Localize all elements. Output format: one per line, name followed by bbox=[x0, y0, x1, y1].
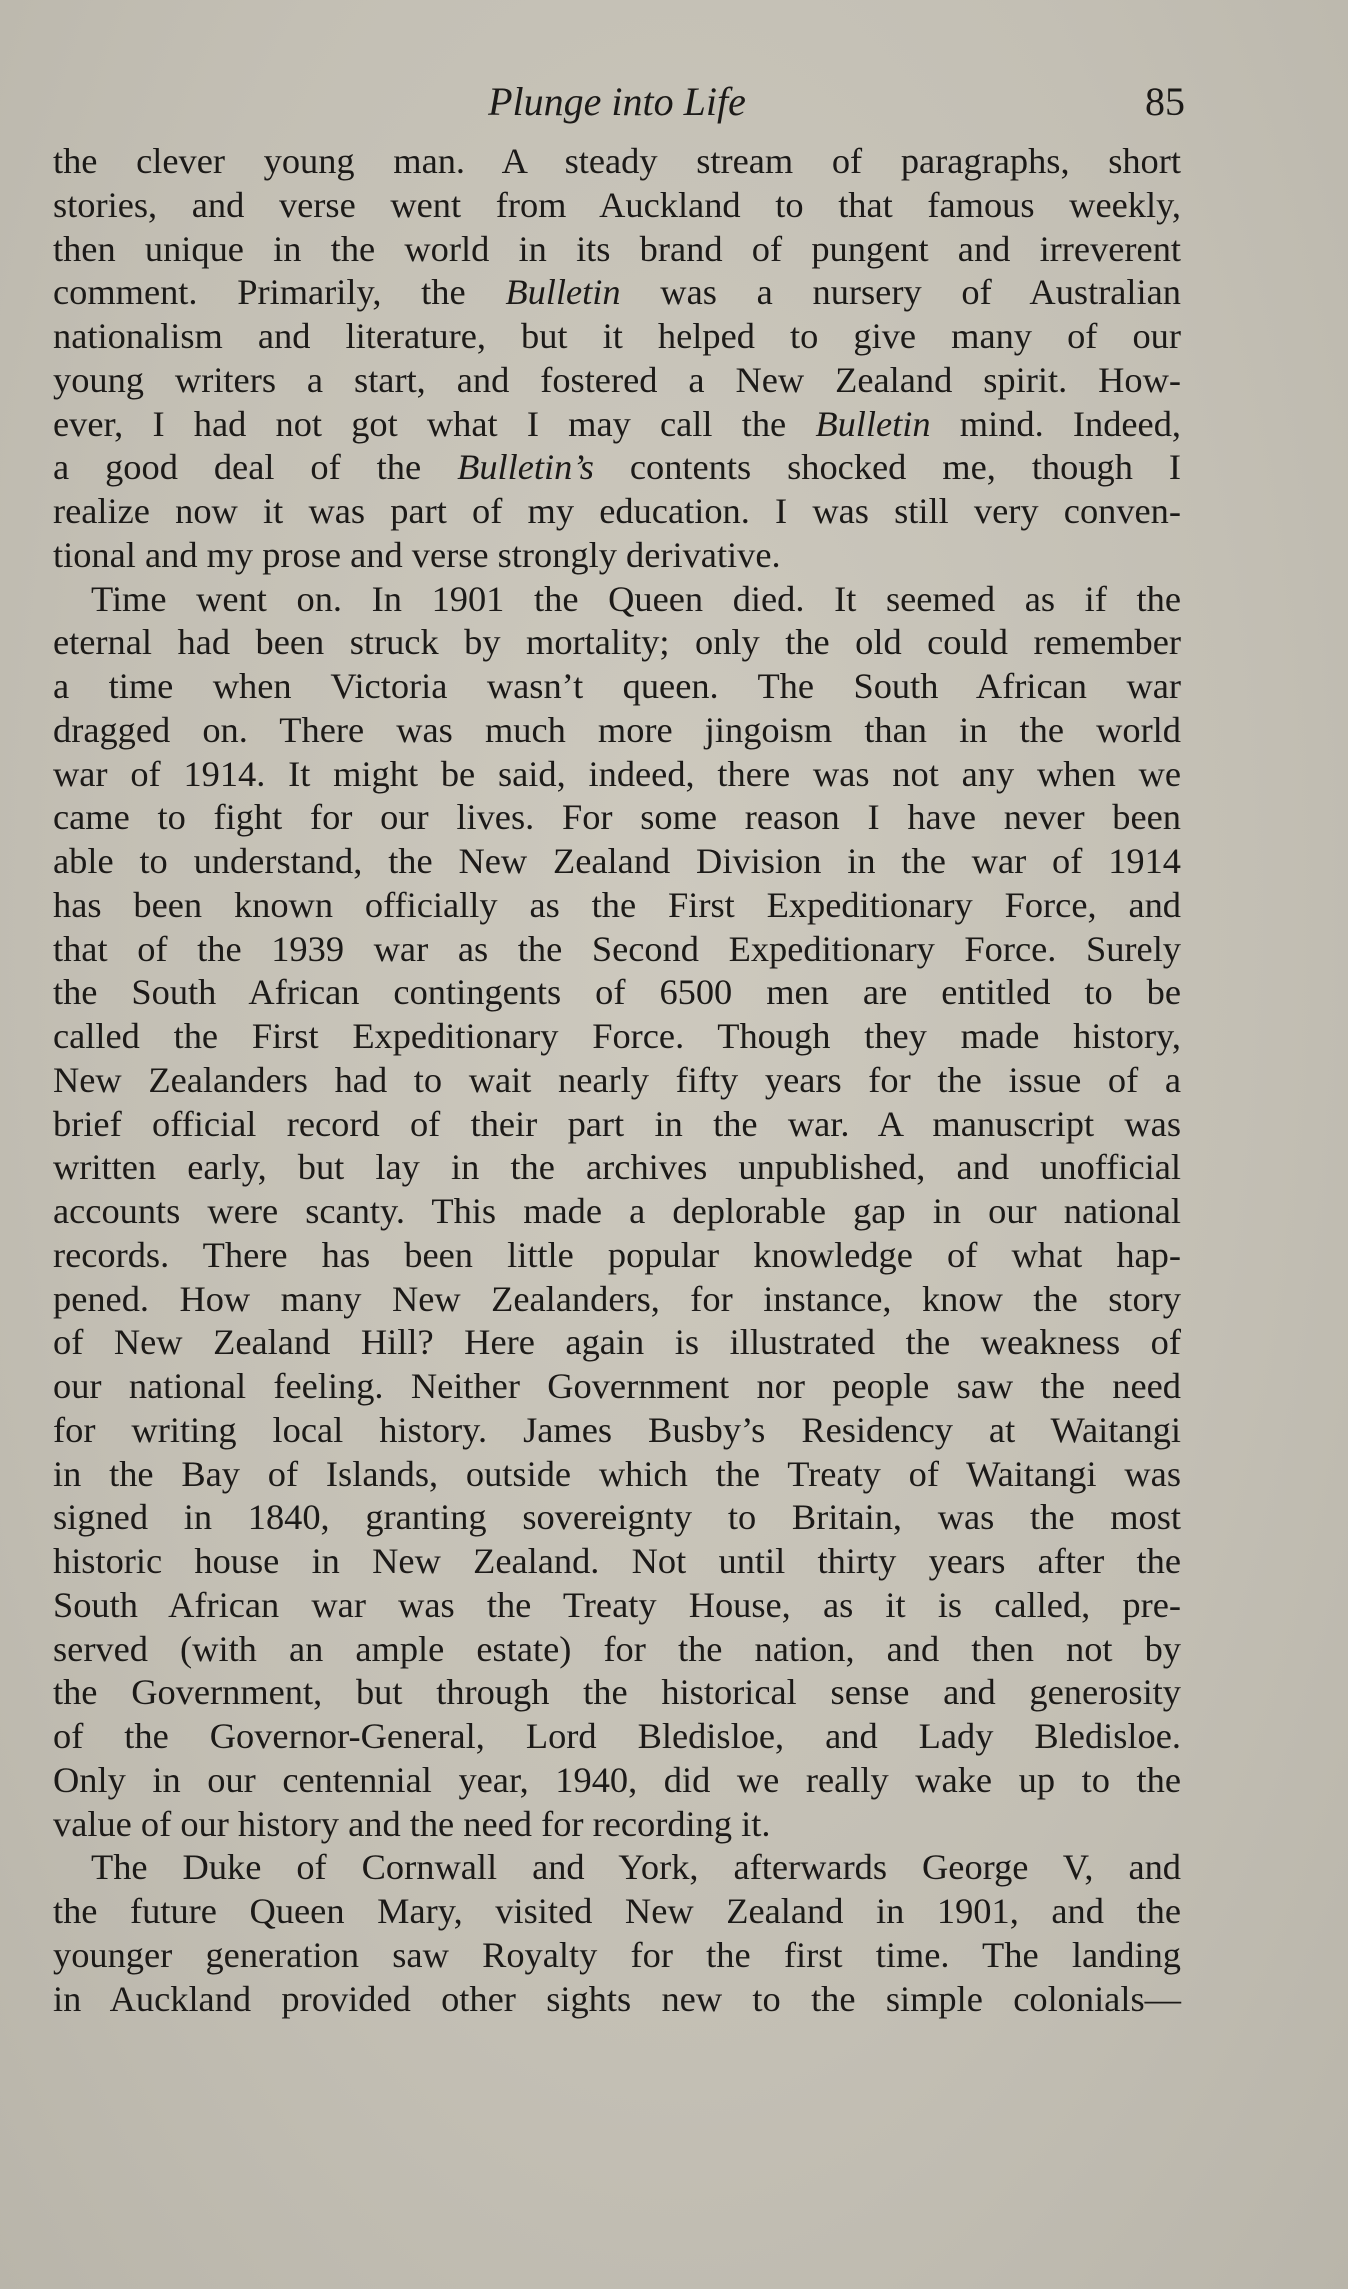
text-line: the Government, but through the historical sense and generosity bbox=[53, 1672, 1181, 1713]
text-line: nationalism and literature, but it helped to give many of our bbox=[53, 316, 1181, 356]
text-line: of New Zealand Hill? Here again is illustrated the weakness of bbox=[53, 1322, 1181, 1363]
body-text bbox=[53, 140, 1181, 2021]
running-title: Plunge into Life bbox=[488, 79, 746, 124]
text-run: contents shocked me, though I bbox=[593, 447, 1181, 488]
text-line: came to fight for our lives. For some reason I have never been bbox=[53, 797, 1181, 838]
text-line: that of the 1939 war as the Second Expeditionary Force. Surely bbox=[53, 928, 1181, 969]
text-run: was a nursery of Australian bbox=[620, 272, 1181, 313]
text-line: younger generation saw Royalty for the first time. The landing bbox=[53, 1934, 1181, 1975]
text-line: brief official record of their part in the war. A manuscript was bbox=[53, 1103, 1181, 1144]
italic-title: Bulletin’s bbox=[457, 447, 594, 488]
text-line: tional and my prose and verse strongly derivative. bbox=[53, 534, 781, 575]
text-line: accounts were scanty. This made a deplorable gap in our national bbox=[53, 1191, 1181, 1231]
text-line: Time went on. In 1901 the Queen died. It seemed as if the bbox=[91, 578, 1181, 619]
page-number: 85 bbox=[1145, 79, 1185, 124]
text-line: a time when Victoria wasn’t queen. The South African war bbox=[53, 666, 1181, 706]
italic-title: Bulletin bbox=[505, 272, 621, 313]
text-line: young writers a start, and fostered a New Zealand spirit. How- bbox=[53, 359, 1181, 400]
text-line: records. There has been little popular knowledge of what hap- bbox=[53, 1234, 1181, 1275]
text-line: written early, but lay in the archives unpublished, and unofficial bbox=[53, 1147, 1181, 1188]
text-line: called the First Expeditionary Force. Though they made history, bbox=[53, 1016, 1181, 1056]
running-head bbox=[53, 72, 1185, 132]
text-line: of the Governor-General, Lord Bledisloe, and Lady Bledisloe. bbox=[53, 1716, 1181, 1756]
text-line: then unique in the world in its brand of pungent and irreverent bbox=[53, 228, 1181, 269]
text-line: eternal had been struck by mortality; only the old could remember bbox=[53, 622, 1181, 663]
paragraph bbox=[53, 578, 1181, 1847]
text-run: comment. Primarily, the bbox=[53, 272, 506, 313]
text-line bbox=[53, 271, 1181, 315]
text-line: war of 1914. It might be said, indeed, there was not any when we bbox=[53, 753, 1181, 794]
text-line bbox=[53, 403, 1181, 447]
text-line: has been known officially as the First Expeditionary Force, and bbox=[53, 884, 1181, 925]
text-line: South African war was the Treaty House, as it is called, pre- bbox=[53, 1584, 1181, 1625]
text-line: pened. How many New Zealanders, for instance, know the story bbox=[53, 1278, 1181, 1319]
text-line: the future Queen Mary, visited New Zealand in 1901, and the bbox=[53, 1891, 1181, 1931]
text-line: The Duke of Cornwall and York, afterwards George V, and bbox=[91, 1847, 1181, 1888]
text-line: able to understand, the New Zealand Division in the war of 1914 bbox=[53, 841, 1181, 881]
text-run: mind. Indeed, bbox=[930, 403, 1181, 444]
text-line: for writing local history. James Busby’s Residency at Waitangi bbox=[53, 1409, 1181, 1450]
text-line: value of our history and the need for recording it. bbox=[53, 1803, 771, 1844]
text-line: New Zealanders had to wait nearly fifty years for the issue of a bbox=[53, 1059, 1181, 1100]
text-line: in Auckland provided other sights new to the simple colonials— bbox=[53, 1978, 1181, 2019]
text-line: Only in our centennial year, 1940, did we really wake up to the bbox=[53, 1759, 1181, 1800]
text-line: signed in 1840, granting sovereignty to Britain, was the most bbox=[53, 1497, 1181, 1538]
text-line: our national feeling. Neither Government nor people saw the need bbox=[53, 1366, 1181, 1406]
italic-title: Bulletin bbox=[815, 403, 931, 444]
text-line: realize now it was part of my education. I was still very conven- bbox=[53, 491, 1181, 531]
text-line: the clever young man. A steady stream of paragraphs, short bbox=[53, 141, 1181, 181]
text-line: dragged on. There was much more jingoism than in the world bbox=[53, 709, 1181, 750]
text-run: a good deal of the bbox=[53, 447, 458, 488]
text-line bbox=[53, 446, 1181, 490]
text-run: ever, I had not got what I may call the bbox=[53, 403, 816, 444]
text-line: stories, and verse went from Auckland to that famous weekly, bbox=[53, 184, 1181, 225]
text-line: served (with an ample estate) for the nation, and then not by bbox=[53, 1628, 1181, 1669]
text-line: historic house in New Zealand. Not until thirty years after the bbox=[53, 1541, 1181, 1581]
paragraph bbox=[53, 1846, 1181, 2021]
paragraph bbox=[53, 140, 1181, 578]
text-line: in the Bay of Islands, outside which the Treaty of Waitangi was bbox=[53, 1453, 1181, 1494]
text-line: the South African contingents of 6500 men are entitled to be bbox=[53, 972, 1181, 1013]
